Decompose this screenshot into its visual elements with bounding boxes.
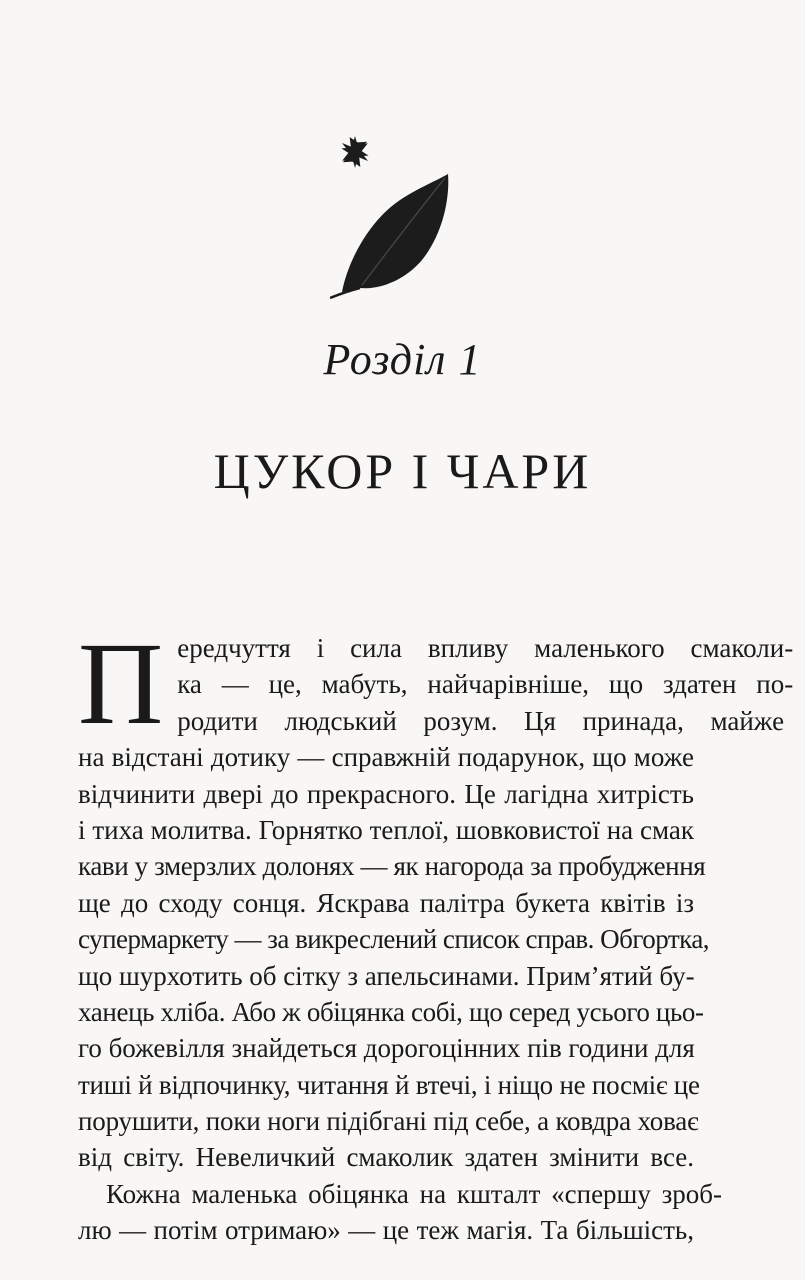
text-line: що шурхотить об сітку з апельсинами. Прим’ятий бу-: [78, 960, 695, 991]
chapter-ornament: [330, 130, 460, 300]
text-line: на відстані дотику — справжній подарунок, що може: [78, 742, 694, 773]
paragraph-2: [78, 1176, 722, 1249]
chapter-title: ЦУКОР І ЧАРИ: [213, 443, 592, 499]
text-line: ередчуття і сила впливу маленького смаколи-: [177, 633, 794, 663]
text-line: супермаркету — за викреслений список справ. Обгортка,: [78, 924, 710, 955]
text-line: від світу. Невеличкий смаколик здатен змінити все.: [78, 1142, 694, 1173]
text-line: і тиха молитва. Горнятко теплої, шовковистої на смак: [78, 814, 694, 845]
text-line: лю — потім отримаю» — це теж магія. Та більшість,: [78, 1215, 694, 1246]
leaf-icon: [330, 174, 448, 298]
text-line: Кожна маленька обіцянка на кшталт «спершу зроб-: [106, 1178, 722, 1209]
text-line: відчинити двері до прекрасного. Це лагідна хитрість: [78, 778, 694, 809]
text-line: ще до сходу сонця. Яскрава палітра букета квітів із: [78, 887, 694, 918]
six-pointed-star-icon: [338, 136, 372, 168]
drop-cap: П: [78, 618, 164, 749]
text-line: ка — це, мабуть, найчарівніше, що здатен по-: [177, 669, 794, 700]
text-line: тиші й відпочинку, читання й втечі, і ніщо не посміє це: [78, 1069, 700, 1100]
text-line: порушити, поки ноги підібгані під себе, а ковдра ховає: [78, 1106, 699, 1137]
text-line: родити людський розум. Ця принада, майже: [177, 705, 785, 736]
text-line: ханець хліба. Або ж обіцянка собі, що серед усього цьо-: [78, 996, 704, 1027]
text-line: го божевілля знайдеться дорогоцінних пів години для: [78, 1033, 695, 1064]
chapter-number: Розділ 1: [323, 335, 482, 384]
body-text: [78, 618, 794, 1249]
text-line: кави у змерзлих долонях — як нагорода за пробудження: [78, 851, 706, 882]
paragraph-1: [78, 618, 794, 1176]
